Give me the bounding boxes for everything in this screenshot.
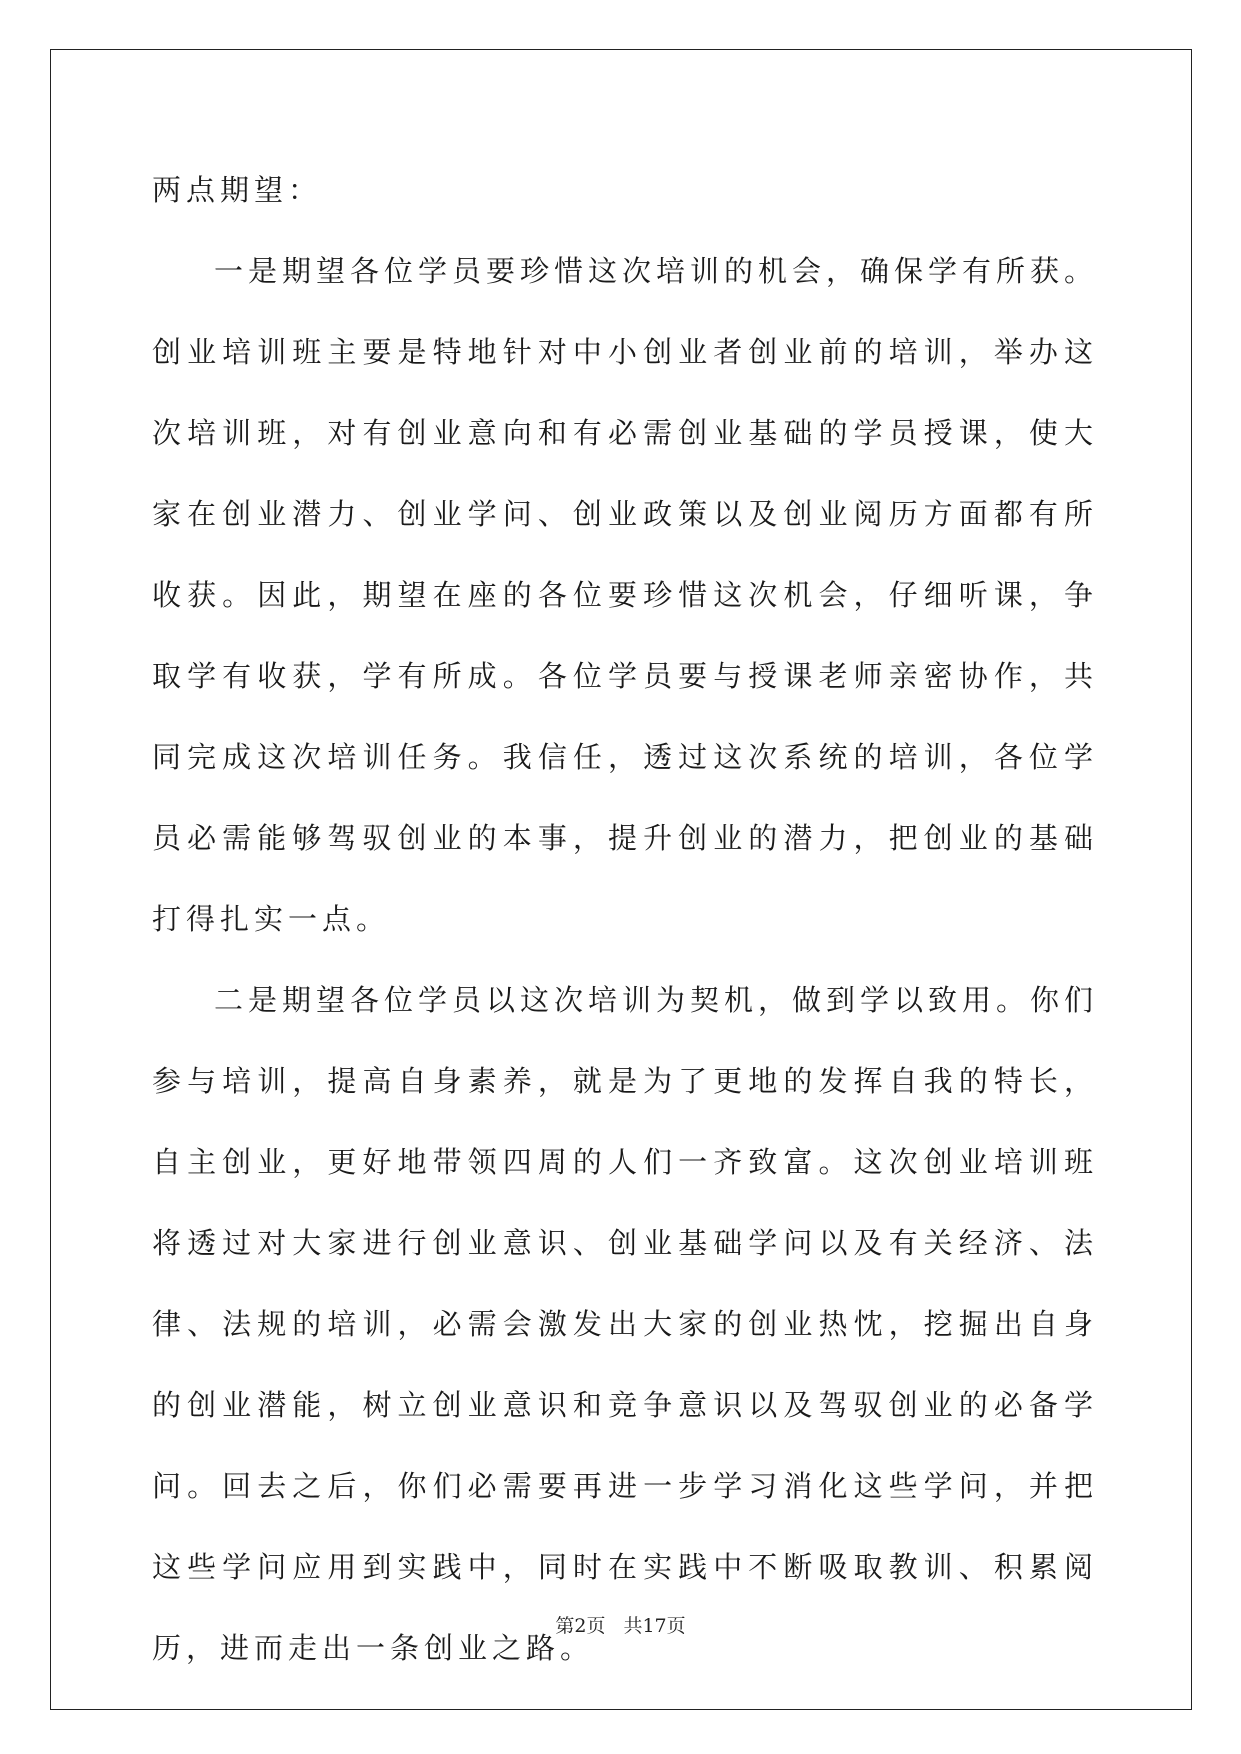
section-heading: 两点期望： <box>152 173 323 207</box>
page-footer <box>0 1611 1241 1638</box>
paragraph-1: 一是期望各位学员要珍惜这次培训的机会，确保学有所获。创业培训班主要是特地针对中小创业者创业前的培训，举办这次培训班，对有创业意向和有必需创业基础的学员授课，使大家在创业潜力、创业学问、创业政策以及创业阅历方面都有所收获。因此，期望在座的各位要珍惜这次机会，仔细听课，争取学有收获，学有所成。各位学员要与授课老师亲密协作，共同完成这次培训任务。我信任，透过这次系统的培训，各位学员必需能够驾驭创业的本事，提升创业的潜力，把创业的基础打得扎实一点。 <box>152 254 1099 936</box>
document-body <box>152 150 1098 1689</box>
paragraph-2: 二是期望各位学员以这次培训为契机，做到学以致用。你们参与培训，提高自身素养，就是为了更地的发挥自我的特长，自主创业，更好地带领四周的人们一齐致富。这次创业培训班将透过对大家进行创业意识、创业基础学问以及有关经济、法律、法规的培训，必需会激发出大家的创业热忱，挖掘出自身的创业潜能，树立创业意识和竞争意识以及驾驭创业的必备学问。回去之后，你们必需要再进一步学习消化这些学问，并把这些学问应用到实践中，同时在实践中不断吸取教训、积累阅历，进而走出一条创业之路。 <box>152 983 1099 1665</box>
page-total: 共17页 <box>623 1615 686 1637</box>
page-number: 第2页 <box>555 1615 606 1637</box>
